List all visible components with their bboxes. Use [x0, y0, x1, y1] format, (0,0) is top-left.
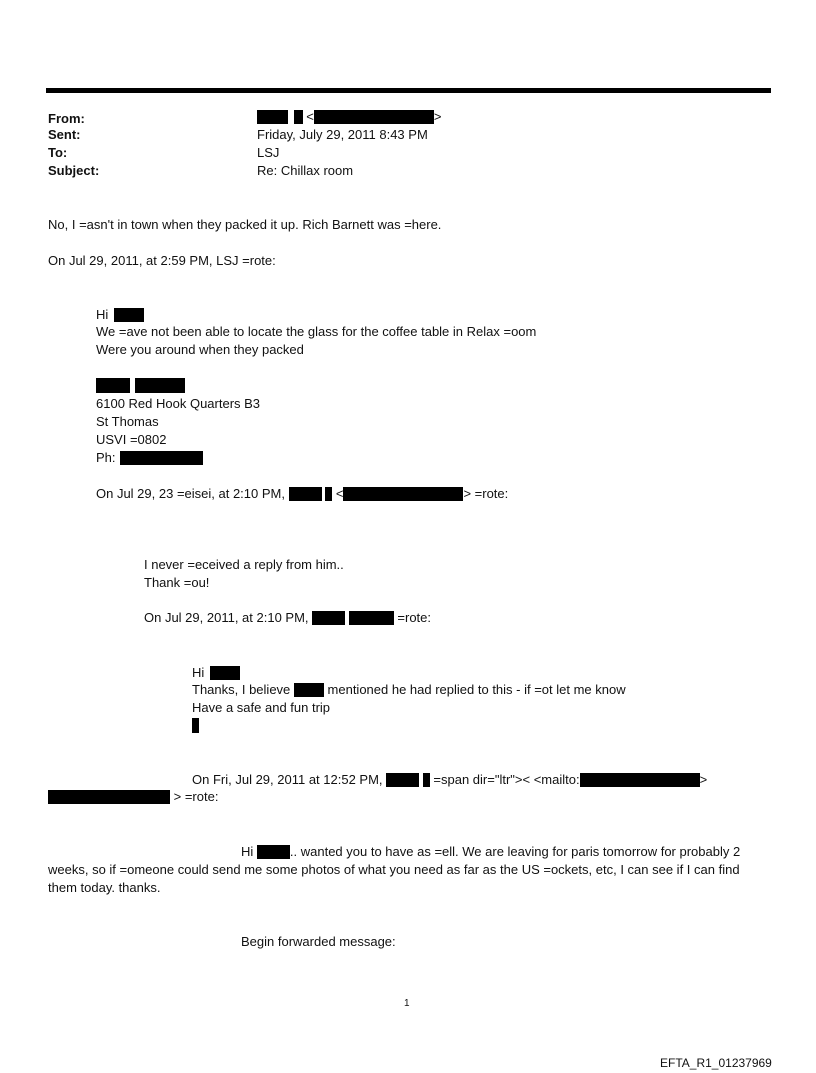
signature-redaction: [192, 718, 199, 734]
redaction-block: [349, 611, 394, 625]
address-line: 6100 Red Hook Quarters B3: [96, 396, 261, 411]
message-line: I never =eceived a reply from him..: [144, 557, 344, 572]
redaction-block: [48, 790, 170, 804]
from-value: < >: [257, 109, 441, 125]
quote-intro: On Jul 29, 2011, at 2:59 PM, LSJ =rote:: [48, 253, 276, 268]
sent-label: Sent:: [48, 127, 81, 142]
header-rule: [46, 88, 771, 93]
quote-intro: On Jul 29, 23 =eisei, at 2:10 PM, < > =rote:: [96, 486, 509, 501]
greeting: Hi: [96, 307, 144, 323]
redaction-block: [192, 718, 199, 733]
sent-value: Friday, July 29, 2011 8:43 PM: [257, 127, 428, 142]
forwarded-message-label: Begin forwarded message:: [241, 934, 396, 949]
redaction-block: [294, 683, 324, 697]
redaction-block: [294, 110, 303, 124]
message-line: weeks, so if =omeone could send me some photos of what you need as far as the US =ockets, etc, I can see if I can find: [48, 862, 740, 877]
page-number: 1: [404, 998, 410, 1009]
message-line: them today. thanks.: [48, 880, 161, 895]
redaction-block: [580, 773, 700, 787]
message-line: Have a safe and fun trip: [192, 700, 331, 715]
subject-label: Subject:: [48, 163, 100, 178]
message-line: Thank =ou!: [144, 575, 210, 590]
from-label: From:: [48, 111, 85, 126]
redaction-block: [120, 451, 203, 465]
redaction-block: [325, 487, 332, 501]
redaction-block: [343, 487, 463, 501]
message-line: We =ave not been able to locate the glass for the coffee table in Relax =oom: [96, 324, 537, 339]
quote-intro-continued: > =rote:: [48, 789, 218, 805]
message-line: Were you around when they packed: [96, 342, 304, 357]
address-line: USVI =0802: [96, 432, 167, 447]
quote-intro: On Fri, Jul 29, 2011 at 12:52 PM, =span dir="ltr">< <mailto: >: [192, 772, 708, 787]
greeting: Hi: [192, 665, 240, 681]
redaction-block: [135, 378, 185, 393]
address-line: St Thomas: [96, 414, 159, 429]
document-id: EFTA_R1_01237969: [660, 1056, 772, 1070]
message-line: Thanks, I believe mentioned he had replied to this - if =ot let me know: [192, 682, 626, 697]
redaction-block: [257, 845, 290, 859]
to-label: To:: [48, 145, 68, 160]
redaction-block: [96, 378, 130, 393]
phone-line: Ph:: [96, 450, 203, 466]
signature-name: [96, 378, 185, 394]
reply-text: No, I =asn't in town when they packed it up. Rich Barnett was =here.: [48, 217, 442, 232]
subject-value: Re: Chillax room: [257, 163, 354, 178]
message-line: Hi .. wanted you to have as =ell. We are leaving for paris tomorrow for probably 2: [241, 844, 741, 859]
quote-intro: On Jul 29, 2011, at 2:10 PM, =rote:: [144, 610, 432, 625]
redaction-block: [210, 666, 240, 680]
redaction-block: [289, 487, 322, 501]
redaction-block: [312, 611, 345, 625]
redaction-block: [257, 110, 288, 124]
redaction-block: [386, 773, 419, 787]
redaction-block: [314, 110, 434, 124]
redaction-block: [114, 308, 144, 322]
redaction-block: [423, 773, 430, 787]
to-value: LSJ: [257, 145, 280, 160]
